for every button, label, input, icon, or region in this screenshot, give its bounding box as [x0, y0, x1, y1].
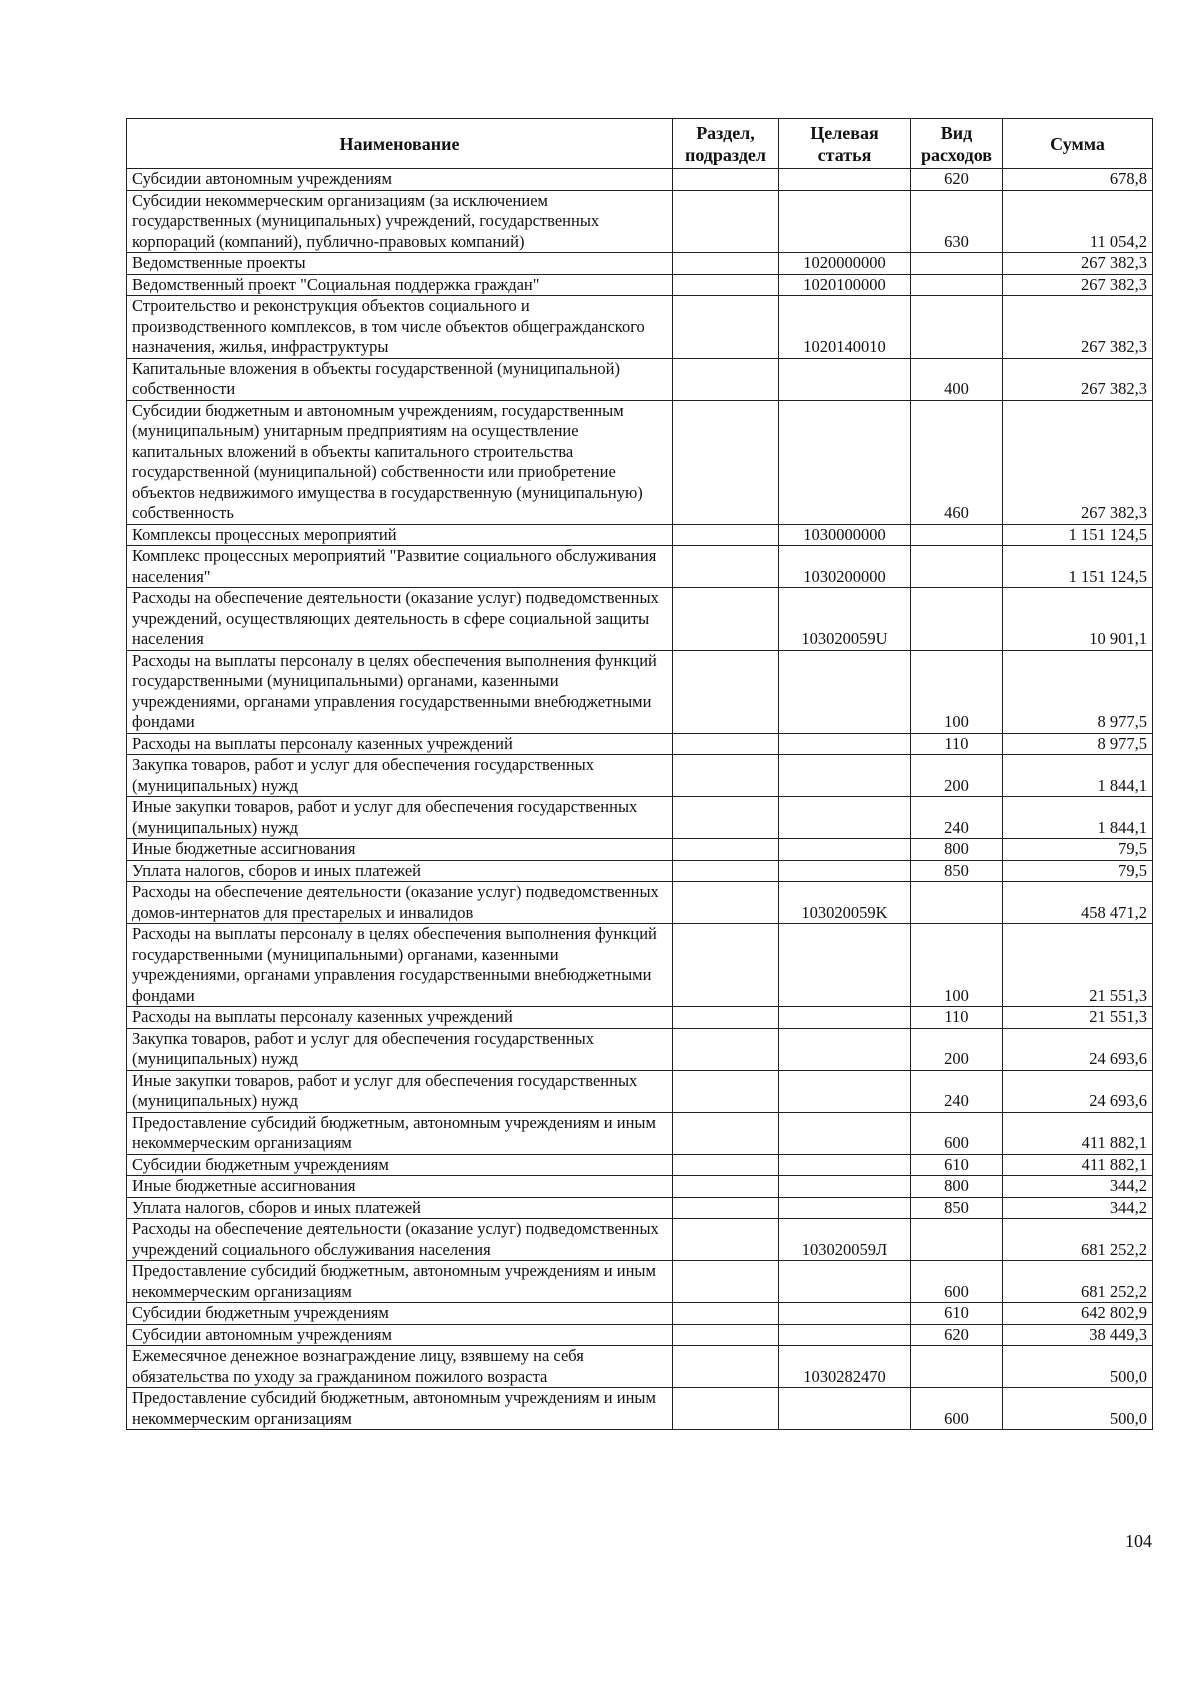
cell-name: Расходы на обеспечение деятельности (оказание услуг) подведомственных учреждений, осуществляющих деятельность в сфере социальной защиты населения — [127, 588, 673, 651]
table-row — [127, 253, 1153, 275]
cell-section — [673, 839, 779, 861]
cell-name: Расходы на выплаты персоналу казенных учреждений — [127, 733, 673, 755]
cell-section — [673, 1154, 779, 1176]
cell-sum: 11 054,2 — [1003, 190, 1153, 253]
cell-target — [779, 1176, 911, 1198]
cell-target: 103020059K — [779, 882, 911, 924]
cell-target: 1020000000 — [779, 253, 911, 275]
cell-target: 1030000000 — [779, 524, 911, 546]
cell-target — [779, 1324, 911, 1346]
cell-target — [779, 169, 911, 191]
cell-kind: 460 — [911, 400, 1003, 524]
table-row — [127, 1197, 1153, 1219]
cell-sum: 411 882,1 — [1003, 1112, 1153, 1154]
cell-sum: 344,2 — [1003, 1176, 1153, 1198]
cell-section — [673, 1261, 779, 1303]
cell-target — [779, 797, 911, 839]
cell-kind — [911, 546, 1003, 588]
cell-kind: 400 — [911, 358, 1003, 400]
table-row — [127, 1176, 1153, 1198]
cell-kind — [911, 524, 1003, 546]
cell-kind: 100 — [911, 924, 1003, 1007]
cell-target — [779, 1388, 911, 1430]
header-target: Целевая статья — [779, 119, 911, 169]
cell-sum: 267 382,3 — [1003, 400, 1153, 524]
table-row — [127, 924, 1153, 1007]
cell-sum: 1 151 124,5 — [1003, 524, 1153, 546]
table-row — [127, 1388, 1153, 1430]
cell-name: Капитальные вложения в объекты государственной (муниципальной) собственности — [127, 358, 673, 400]
cell-sum: 79,5 — [1003, 860, 1153, 882]
cell-target — [779, 924, 911, 1007]
cell-name: Уплата налогов, сборов и иных платежей — [127, 860, 673, 882]
cell-sum: 458 471,2 — [1003, 882, 1153, 924]
cell-sum: 500,0 — [1003, 1346, 1153, 1388]
cell-sum: 79,5 — [1003, 839, 1153, 861]
cell-target — [779, 733, 911, 755]
cell-target: 1020100000 — [779, 274, 911, 296]
cell-sum: 678,8 — [1003, 169, 1153, 191]
cell-section — [673, 1324, 779, 1346]
cell-sum: 267 382,3 — [1003, 358, 1153, 400]
cell-section — [673, 1176, 779, 1198]
cell-section — [673, 1007, 779, 1029]
table-row — [127, 755, 1153, 797]
cell-target: 103020059U — [779, 588, 911, 651]
cell-sum: 267 382,3 — [1003, 253, 1153, 275]
cell-name: Предоставление субсидий бюджетным, автономным учреждениям и иным некоммерческим организациям — [127, 1112, 673, 1154]
cell-kind — [911, 296, 1003, 359]
cell-sum: 267 382,3 — [1003, 296, 1153, 359]
cell-name: Иные закупки товаров, работ и услуг для обеспечения государственных (муниципальных) нужд — [127, 797, 673, 839]
cell-target — [779, 190, 911, 253]
cell-sum: 10 901,1 — [1003, 588, 1153, 651]
cell-sum: 642 802,9 — [1003, 1303, 1153, 1325]
cell-sum: 8 977,5 — [1003, 733, 1153, 755]
cell-target — [779, 1261, 911, 1303]
cell-sum: 500,0 — [1003, 1388, 1153, 1430]
cell-name: Закупка товаров, работ и услуг для обеспечения государственных (муниципальных) нужд — [127, 1028, 673, 1070]
table-row — [127, 1112, 1153, 1154]
table-row — [127, 546, 1153, 588]
cell-section — [673, 274, 779, 296]
header-kind: Вид расходов — [911, 119, 1003, 169]
cell-name: Расходы на выплаты персоналу казенных учреждений — [127, 1007, 673, 1029]
cell-target — [779, 755, 911, 797]
cell-sum: 1 844,1 — [1003, 797, 1153, 839]
cell-section — [673, 296, 779, 359]
cell-kind — [911, 1219, 1003, 1261]
cell-kind — [911, 253, 1003, 275]
cell-name: Ведомственные проекты — [127, 253, 673, 275]
header-sum: Сумма — [1003, 119, 1153, 169]
cell-sum: 24 693,6 — [1003, 1028, 1153, 1070]
cell-target — [779, 860, 911, 882]
cell-kind: 800 — [911, 839, 1003, 861]
table-row — [127, 839, 1153, 861]
cell-kind: 110 — [911, 733, 1003, 755]
cell-target — [779, 1007, 911, 1029]
table-row — [127, 1154, 1153, 1176]
cell-sum: 344,2 — [1003, 1197, 1153, 1219]
table-row — [127, 190, 1153, 253]
cell-section — [673, 169, 779, 191]
cell-section — [673, 882, 779, 924]
table-row — [127, 882, 1153, 924]
cell-kind: 620 — [911, 1324, 1003, 1346]
cell-kind: 240 — [911, 1070, 1003, 1112]
cell-target: 103020059Л — [779, 1219, 911, 1261]
cell-kind: 110 — [911, 1007, 1003, 1029]
cell-name: Субсидии автономным учреждениям — [127, 1324, 673, 1346]
table-row — [127, 169, 1153, 191]
cell-sum: 8 977,5 — [1003, 650, 1153, 733]
cell-section — [673, 253, 779, 275]
cell-name: Расходы на выплаты персоналу в целях обеспечения выполнения функций государственными (муниципальными) органами, казенными учреждениями, органами управления государственными внебюджетными фондами — [127, 924, 673, 1007]
cell-name: Ведомственный проект "Социальная поддержка граждан" — [127, 274, 673, 296]
cell-target — [779, 400, 911, 524]
cell-kind — [911, 1346, 1003, 1388]
cell-section — [673, 1346, 779, 1388]
cell-target — [779, 1028, 911, 1070]
table-row — [127, 296, 1153, 359]
cell-name: Иные бюджетные ассигнования — [127, 1176, 673, 1198]
table-row — [127, 797, 1153, 839]
table-row — [127, 1007, 1153, 1029]
cell-target — [779, 1154, 911, 1176]
cell-target — [779, 358, 911, 400]
cell-name: Ежемесячное денежное вознаграждение лицу, взявшему на себя обязательства по уходу за гражданином пожилого возраста — [127, 1346, 673, 1388]
cell-name: Иные закупки товаров, работ и услуг для обеспечения государственных (муниципальных) нужд — [127, 1070, 673, 1112]
table-row — [127, 1346, 1153, 1388]
cell-section — [673, 1112, 779, 1154]
cell-name: Комплекс процессных мероприятий "Развитие социального обслуживания населения" — [127, 546, 673, 588]
budget-sheet — [126, 118, 1152, 1430]
cell-kind — [911, 588, 1003, 651]
cell-name: Расходы на выплаты персоналу в целях обеспечения выполнения функций государственными (муниципальными) органами, казенными учреждениями, органами управления государственными внебюджетными фондами — [127, 650, 673, 733]
cell-kind: 240 — [911, 797, 1003, 839]
cell-target: 1020140010 — [779, 296, 911, 359]
cell-kind: 620 — [911, 169, 1003, 191]
cell-kind: 200 — [911, 1028, 1003, 1070]
budget-table — [126, 118, 1153, 1430]
page-number: 104 — [1125, 1531, 1152, 1551]
cell-sum: 1 844,1 — [1003, 755, 1153, 797]
cell-sum: 681 252,2 — [1003, 1219, 1153, 1261]
cell-sum: 1 151 124,5 — [1003, 546, 1153, 588]
cell-sum: 38 449,3 — [1003, 1324, 1153, 1346]
cell-kind: 600 — [911, 1388, 1003, 1430]
cell-section — [673, 1070, 779, 1112]
cell-name: Комплексы процессных мероприятий — [127, 524, 673, 546]
cell-target — [779, 1070, 911, 1112]
cell-section — [673, 1388, 779, 1430]
table-row — [127, 733, 1153, 755]
cell-name: Расходы на обеспечение деятельности (оказание услуг) подведомственных домов-интернатов для престарелых и инвалидов — [127, 882, 673, 924]
cell-section — [673, 733, 779, 755]
cell-section — [673, 358, 779, 400]
table-row — [127, 588, 1153, 651]
cell-kind: 200 — [911, 755, 1003, 797]
cell-target — [779, 1303, 911, 1325]
table-row — [127, 400, 1153, 524]
table-row — [127, 274, 1153, 296]
cell-target — [779, 1197, 911, 1219]
cell-section — [673, 190, 779, 253]
cell-sum: 411 882,1 — [1003, 1154, 1153, 1176]
table-row — [127, 1303, 1153, 1325]
cell-section — [673, 546, 779, 588]
table-header-row — [127, 119, 1153, 169]
cell-section — [673, 755, 779, 797]
cell-name: Иные бюджетные ассигнования — [127, 839, 673, 861]
cell-section — [673, 860, 779, 882]
cell-kind: 850 — [911, 860, 1003, 882]
table-row — [127, 650, 1153, 733]
cell-name: Строительство и реконструкция объектов социального и производственного комплексов, в том числе объектов общегражданского назначения, жилья, инфраструктуры — [127, 296, 673, 359]
cell-section — [673, 1303, 779, 1325]
cell-section — [673, 1219, 779, 1261]
cell-sum: 24 693,6 — [1003, 1070, 1153, 1112]
cell-name: Предоставление субсидий бюджетным, автономным учреждениям и иным некоммерческим организациям — [127, 1388, 673, 1430]
cell-kind: 630 — [911, 190, 1003, 253]
cell-name: Субсидии бюджетным учреждениям — [127, 1303, 673, 1325]
cell-name: Расходы на обеспечение деятельности (оказание услуг) подведомственных учреждений социального обслуживания населения — [127, 1219, 673, 1261]
header-name: Наименование — [127, 119, 673, 169]
table-body — [127, 169, 1153, 1430]
cell-name: Субсидии некоммерческим организациям (за исключением государственных (муниципальных) учреждений, государственных корпораций (компаний), публично-правовых компаний) — [127, 190, 673, 253]
cell-kind: 100 — [911, 650, 1003, 733]
cell-target — [779, 1112, 911, 1154]
cell-name: Уплата налогов, сборов и иных платежей — [127, 1197, 673, 1219]
cell-section — [673, 524, 779, 546]
cell-target: 1030200000 — [779, 546, 911, 588]
cell-section — [673, 400, 779, 524]
cell-name: Субсидии автономным учреждениям — [127, 169, 673, 191]
cell-kind: 600 — [911, 1112, 1003, 1154]
cell-name: Закупка товаров, работ и услуг для обеспечения государственных (муниципальных) нужд — [127, 755, 673, 797]
cell-sum: 21 551,3 — [1003, 924, 1153, 1007]
cell-section — [673, 1197, 779, 1219]
cell-kind: 850 — [911, 1197, 1003, 1219]
cell-kind: 610 — [911, 1154, 1003, 1176]
cell-target — [779, 650, 911, 733]
cell-section — [673, 797, 779, 839]
table-row — [127, 1028, 1153, 1070]
cell-sum: 681 252,2 — [1003, 1261, 1153, 1303]
cell-kind: 600 — [911, 1261, 1003, 1303]
table-row — [127, 1324, 1153, 1346]
cell-sum: 21 551,3 — [1003, 1007, 1153, 1029]
cell-name: Субсидии бюджетным и автономным учреждениям, государственным (муниципальным) унитарным предприятиям на осуществление капитальных вложений в объекты капитального строительства государственной (муниципальной) собственности или приобретение объектов недвижимого имущества в государственную (муниципальную) собственность — [127, 400, 673, 524]
cell-section — [673, 924, 779, 1007]
table-row — [127, 524, 1153, 546]
table-row — [127, 358, 1153, 400]
table-row — [127, 860, 1153, 882]
cell-target — [779, 839, 911, 861]
table-row — [127, 1261, 1153, 1303]
header-section: Раздел, подраздел — [673, 119, 779, 169]
cell-kind — [911, 882, 1003, 924]
cell-section — [673, 588, 779, 651]
cell-kind — [911, 274, 1003, 296]
cell-target: 1030282470 — [779, 1346, 911, 1388]
cell-kind: 800 — [911, 1176, 1003, 1198]
cell-section — [673, 650, 779, 733]
table-row — [127, 1070, 1153, 1112]
cell-kind: 610 — [911, 1303, 1003, 1325]
cell-sum: 267 382,3 — [1003, 274, 1153, 296]
cell-section — [673, 1028, 779, 1070]
cell-name: Предоставление субсидий бюджетным, автономным учреждениям и иным некоммерческим организациям — [127, 1261, 673, 1303]
cell-name: Субсидии бюджетным учреждениям — [127, 1154, 673, 1176]
table-row — [127, 1219, 1153, 1261]
